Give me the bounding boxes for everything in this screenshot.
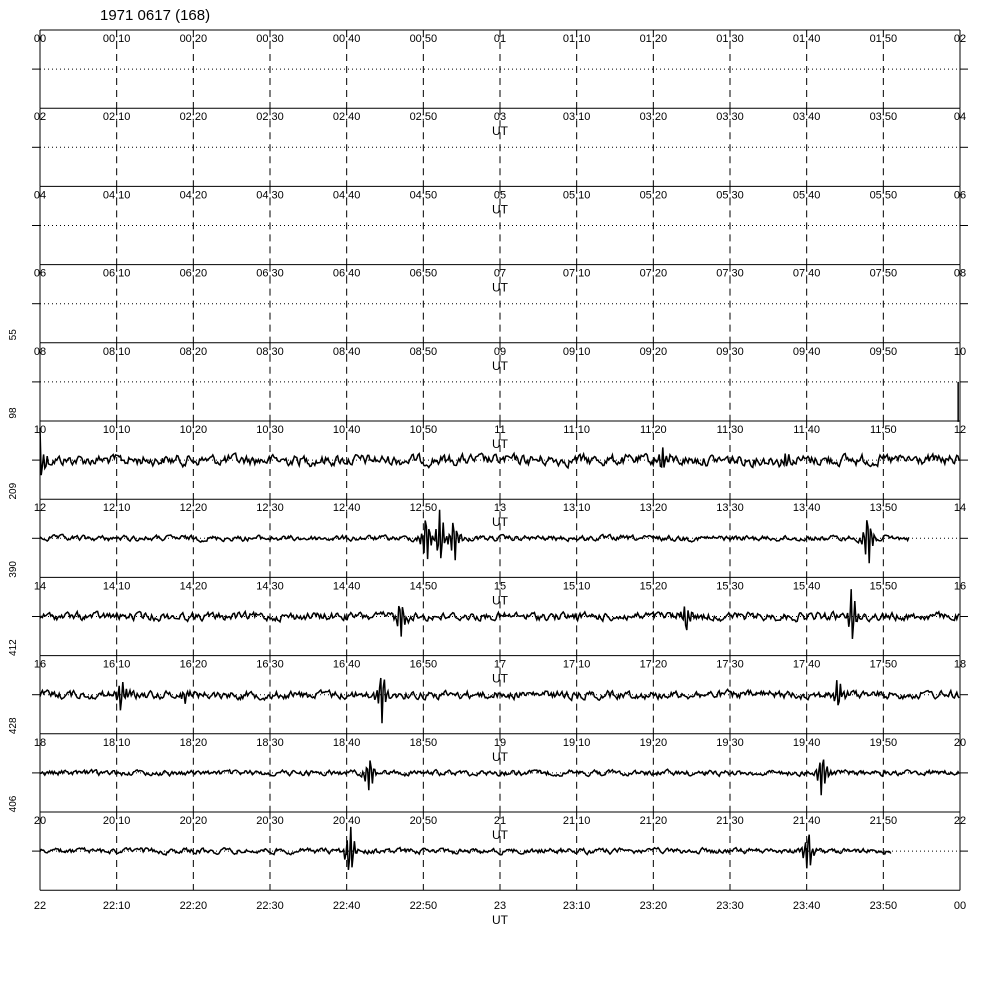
tick-label: 20:50 — [409, 815, 438, 827]
tick-label: 02:30 — [256, 111, 284, 124]
tick-label: 21:10 — [562, 815, 591, 827]
tick-label: 16:10 — [102, 658, 131, 671]
tick-label: 00:20 — [179, 33, 208, 45]
tick-label: 20:20 — [179, 815, 208, 827]
tick-label: 06 — [953, 189, 967, 202]
row-side-label: 98 — [8, 407, 19, 419]
bottom-tick-label: 23:50 — [869, 900, 898, 913]
row-3 — [32, 265, 968, 343]
tick-label: 19:20 — [639, 736, 668, 749]
row-2 — [32, 186, 968, 264]
tick-label: 14:40 — [332, 580, 361, 593]
tick-label: 06:40 — [332, 267, 361, 280]
tick-label: 06:30 — [256, 267, 284, 280]
tick-label: 03 — [493, 111, 507, 124]
tick-label: 01:20 — [639, 33, 668, 45]
tick-label: 06 — [33, 267, 47, 280]
row-side-label: 55 — [8, 329, 19, 341]
tick-label: 08:50 — [409, 345, 438, 358]
tick-label: 05:10 — [562, 189, 591, 202]
tick-label: 07 — [493, 267, 507, 280]
tick-label: 11:30 — [716, 424, 744, 436]
tick-label: 06:20 — [179, 267, 208, 280]
tick-label: 02 — [953, 33, 967, 45]
tick-label: 14:30 — [256, 580, 284, 593]
tick-label: 04:40 — [332, 189, 361, 202]
tick-label: 08:20 — [179, 345, 208, 358]
tick-label: 00:40 — [332, 33, 361, 45]
tick-label: 20:10 — [102, 815, 131, 827]
tick-label: 03:50 — [869, 111, 898, 124]
tick-label: 15:50 — [869, 580, 898, 593]
tick-label: 22 — [953, 815, 967, 827]
tick-label: 08 — [33, 345, 47, 358]
tick-label: 00:10 — [102, 33, 131, 45]
signal-trace — [40, 760, 959, 796]
tick-label: 02:50 — [409, 111, 438, 124]
tick-label: 17:50 — [869, 658, 898, 671]
tick-label: 15:40 — [792, 580, 821, 593]
tick-label: 13:10 — [562, 502, 591, 515]
tick-label: 03:10 — [562, 111, 591, 124]
tick-label: 18:50 — [409, 736, 438, 749]
tick-label: 11:20 — [639, 424, 667, 436]
tick-label: 09 — [493, 345, 507, 358]
tick-label: 20 — [33, 815, 47, 827]
tick-label: 01:30 — [716, 33, 744, 45]
tick-label: 11 — [494, 424, 506, 436]
row-side-label: 209 — [8, 482, 19, 500]
tick-label: 14:20 — [179, 580, 208, 593]
row-side-label: 428 — [8, 717, 19, 735]
signal-trace — [40, 510, 909, 563]
tick-label: 02 — [33, 111, 47, 124]
row-1 — [32, 108, 968, 186]
ut-label: UT — [492, 280, 508, 295]
tick-label: 13:50 — [869, 502, 898, 515]
tick-label: 05 — [493, 189, 507, 202]
tick-label: 12:10 — [102, 502, 131, 515]
tick-label: 12:20 — [179, 502, 208, 515]
tick-label: 00:50 — [409, 33, 438, 45]
tick-label: 10:30 — [256, 424, 284, 436]
tick-label: 14 — [953, 502, 967, 515]
tick-label: 08 — [953, 267, 967, 280]
row-5 — [8, 407, 968, 499]
tick-label: 18:40 — [332, 736, 361, 749]
row-9 — [8, 717, 968, 812]
tick-label: 04:10 — [102, 189, 131, 202]
tick-label: 01 — [493, 33, 507, 45]
tick-label: 07:20 — [639, 267, 668, 280]
tick-label: 18:30 — [256, 736, 284, 749]
tick-label: 17:10 — [562, 658, 591, 671]
tick-label: 15 — [493, 580, 507, 593]
tick-label: 15:10 — [562, 580, 591, 593]
tick-label: 16:20 — [179, 658, 208, 671]
bottom-tick-label: 00 — [953, 900, 967, 913]
row-8 — [8, 639, 968, 734]
signal-trace — [40, 827, 891, 870]
tick-label: 13:30 — [716, 502, 744, 515]
tick-label: 10:20 — [179, 424, 208, 436]
row-side-label: 390 — [8, 561, 19, 578]
ut-label: UT — [492, 749, 508, 764]
tick-label: 18:10 — [102, 736, 131, 749]
tick-label: 19:10 — [562, 736, 591, 749]
ut-label: UT — [492, 358, 508, 373]
tick-label: 12 — [33, 502, 47, 515]
tick-label: 09:50 — [869, 345, 898, 358]
bottom-tick-label: 22 — [33, 900, 47, 913]
tick-label: 07:30 — [716, 267, 744, 280]
tick-label: 04:50 — [409, 189, 438, 202]
tick-label: 17:40 — [792, 658, 821, 671]
tick-label: 16:40 — [332, 658, 361, 671]
tick-label: 08:30 — [256, 345, 284, 358]
tick-label: 21:30 — [716, 815, 744, 827]
tick-label: 09:30 — [716, 345, 744, 358]
tick-label: 15:30 — [716, 580, 744, 593]
tick-label: 19 — [493, 736, 507, 749]
tick-label: 04 — [33, 189, 47, 202]
tick-label: 10:40 — [332, 424, 361, 436]
tick-label: 01:40 — [792, 33, 821, 45]
tick-label: 10 — [953, 345, 967, 358]
tick-label: 21:40 — [792, 815, 821, 827]
tick-label: 21:50 — [869, 815, 898, 827]
tick-label: 06:50 — [409, 267, 438, 280]
tick-label: 09:20 — [639, 345, 668, 358]
tick-label: 00 — [33, 33, 47, 45]
tick-label: 19:40 — [792, 736, 821, 749]
tick-label: 20:40 — [332, 815, 361, 827]
tick-label: 08:40 — [332, 345, 361, 358]
tick-label: 18 — [33, 736, 47, 749]
tick-label: 01:50 — [869, 33, 898, 45]
tick-label: 02:10 — [102, 111, 131, 124]
tick-label: 03:20 — [639, 111, 668, 124]
tick-label: 04 — [953, 111, 967, 124]
bottom-tick-label: 23:10 — [562, 900, 591, 913]
tick-label: 16:50 — [409, 658, 438, 671]
tick-label: 21 — [493, 815, 507, 827]
ut-label: UT — [492, 437, 508, 451]
bottom-tick-label: 22:20 — [179, 900, 208, 913]
tick-label: 12:50 — [409, 502, 438, 515]
bottom-ut-label: UT — [492, 913, 508, 928]
tick-label: 07:10 — [562, 267, 591, 280]
bottom-tick-label: 22:40 — [332, 900, 361, 913]
tick-label: 03:30 — [716, 111, 744, 124]
row-side-label: 412 — [8, 639, 19, 656]
bottom-tick-label: 22:30 — [256, 900, 284, 913]
tick-label: 05:30 — [716, 189, 744, 202]
tick-label: 03:40 — [792, 111, 821, 124]
ut-label: UT — [492, 515, 508, 530]
tick-label: 10:10 — [102, 424, 131, 436]
tick-label: 14 — [33, 580, 47, 593]
tick-label: 04:20 — [179, 189, 208, 202]
tick-label: 09:10 — [562, 345, 591, 358]
tick-label: 10:50 — [409, 424, 438, 436]
tick-label: 20:30 — [256, 815, 284, 827]
tick-label: 12:30 — [256, 502, 284, 515]
tick-label: 08:10 — [102, 345, 131, 358]
rows-group — [8, 30, 968, 927]
tick-label: 04:30 — [256, 189, 284, 202]
tick-label: 14:10 — [102, 580, 131, 593]
tick-label: 01:10 — [562, 33, 591, 45]
tick-label: 16:30 — [256, 658, 284, 671]
tick-label: 17:20 — [639, 658, 668, 671]
tick-label: 05:50 — [869, 189, 898, 202]
ut-label: UT — [492, 124, 508, 139]
tick-label: 16 — [33, 658, 47, 671]
bottom-tick-label: 23:40 — [792, 900, 821, 913]
ut-label: UT — [492, 202, 508, 217]
tick-label: 12 — [953, 424, 967, 436]
tick-label: 16 — [953, 580, 967, 593]
ut-label: UT — [492, 828, 508, 842]
row-side-label: 406 — [8, 795, 19, 813]
tick-label: 20 — [953, 736, 967, 749]
chart-title: 1971 0617 (168) — [100, 7, 211, 24]
tick-label: 10 — [33, 424, 47, 436]
tick-label: 12:40 — [332, 502, 361, 515]
tick-label: 07:50 — [869, 267, 898, 280]
tick-label: 11:40 — [793, 424, 821, 436]
tick-label: 05:40 — [792, 189, 821, 202]
tick-label: 00:30 — [256, 33, 284, 45]
bottom-tick-label: 22:10 — [102, 900, 131, 913]
tick-label: 11:10 — [563, 424, 591, 436]
tick-label: 11:50 — [869, 424, 897, 436]
tick-label: 13 — [493, 502, 507, 515]
tick-label: 02:40 — [332, 111, 361, 124]
bottom-tick-label: 22:50 — [409, 900, 438, 913]
row-10 — [8, 795, 968, 890]
tick-label: 17 — [493, 658, 507, 671]
row-4 — [8, 329, 968, 422]
tick-label: 02:20 — [179, 111, 208, 124]
tick-label: 21:20 — [639, 815, 668, 827]
tick-label: 19:50 — [869, 736, 898, 749]
row-0 — [32, 30, 968, 108]
bottom-tick-label: 23:30 — [716, 900, 744, 913]
tick-label: 19:30 — [716, 736, 744, 749]
row-6 — [8, 482, 968, 577]
ut-label: UT — [492, 671, 508, 686]
tick-label: 13:20 — [639, 502, 668, 515]
tick-label: 06:10 — [102, 267, 131, 280]
ut-label: UT — [492, 593, 508, 608]
tick-label: 13:40 — [792, 502, 821, 515]
row-7 — [8, 561, 968, 656]
bottom-tick-label: 23:20 — [639, 900, 668, 913]
tick-label: 15:20 — [639, 580, 668, 593]
tick-label: 09:40 — [792, 345, 821, 358]
tick-label: 17:30 — [716, 658, 744, 671]
tick-label: 14:50 — [409, 580, 438, 593]
tick-label: 18:20 — [179, 736, 208, 749]
tick-label: 18 — [953, 658, 967, 671]
tick-label: 07:40 — [792, 267, 821, 280]
bottom-tick-label: 23 — [493, 900, 507, 913]
tick-label: 05:20 — [639, 189, 668, 202]
